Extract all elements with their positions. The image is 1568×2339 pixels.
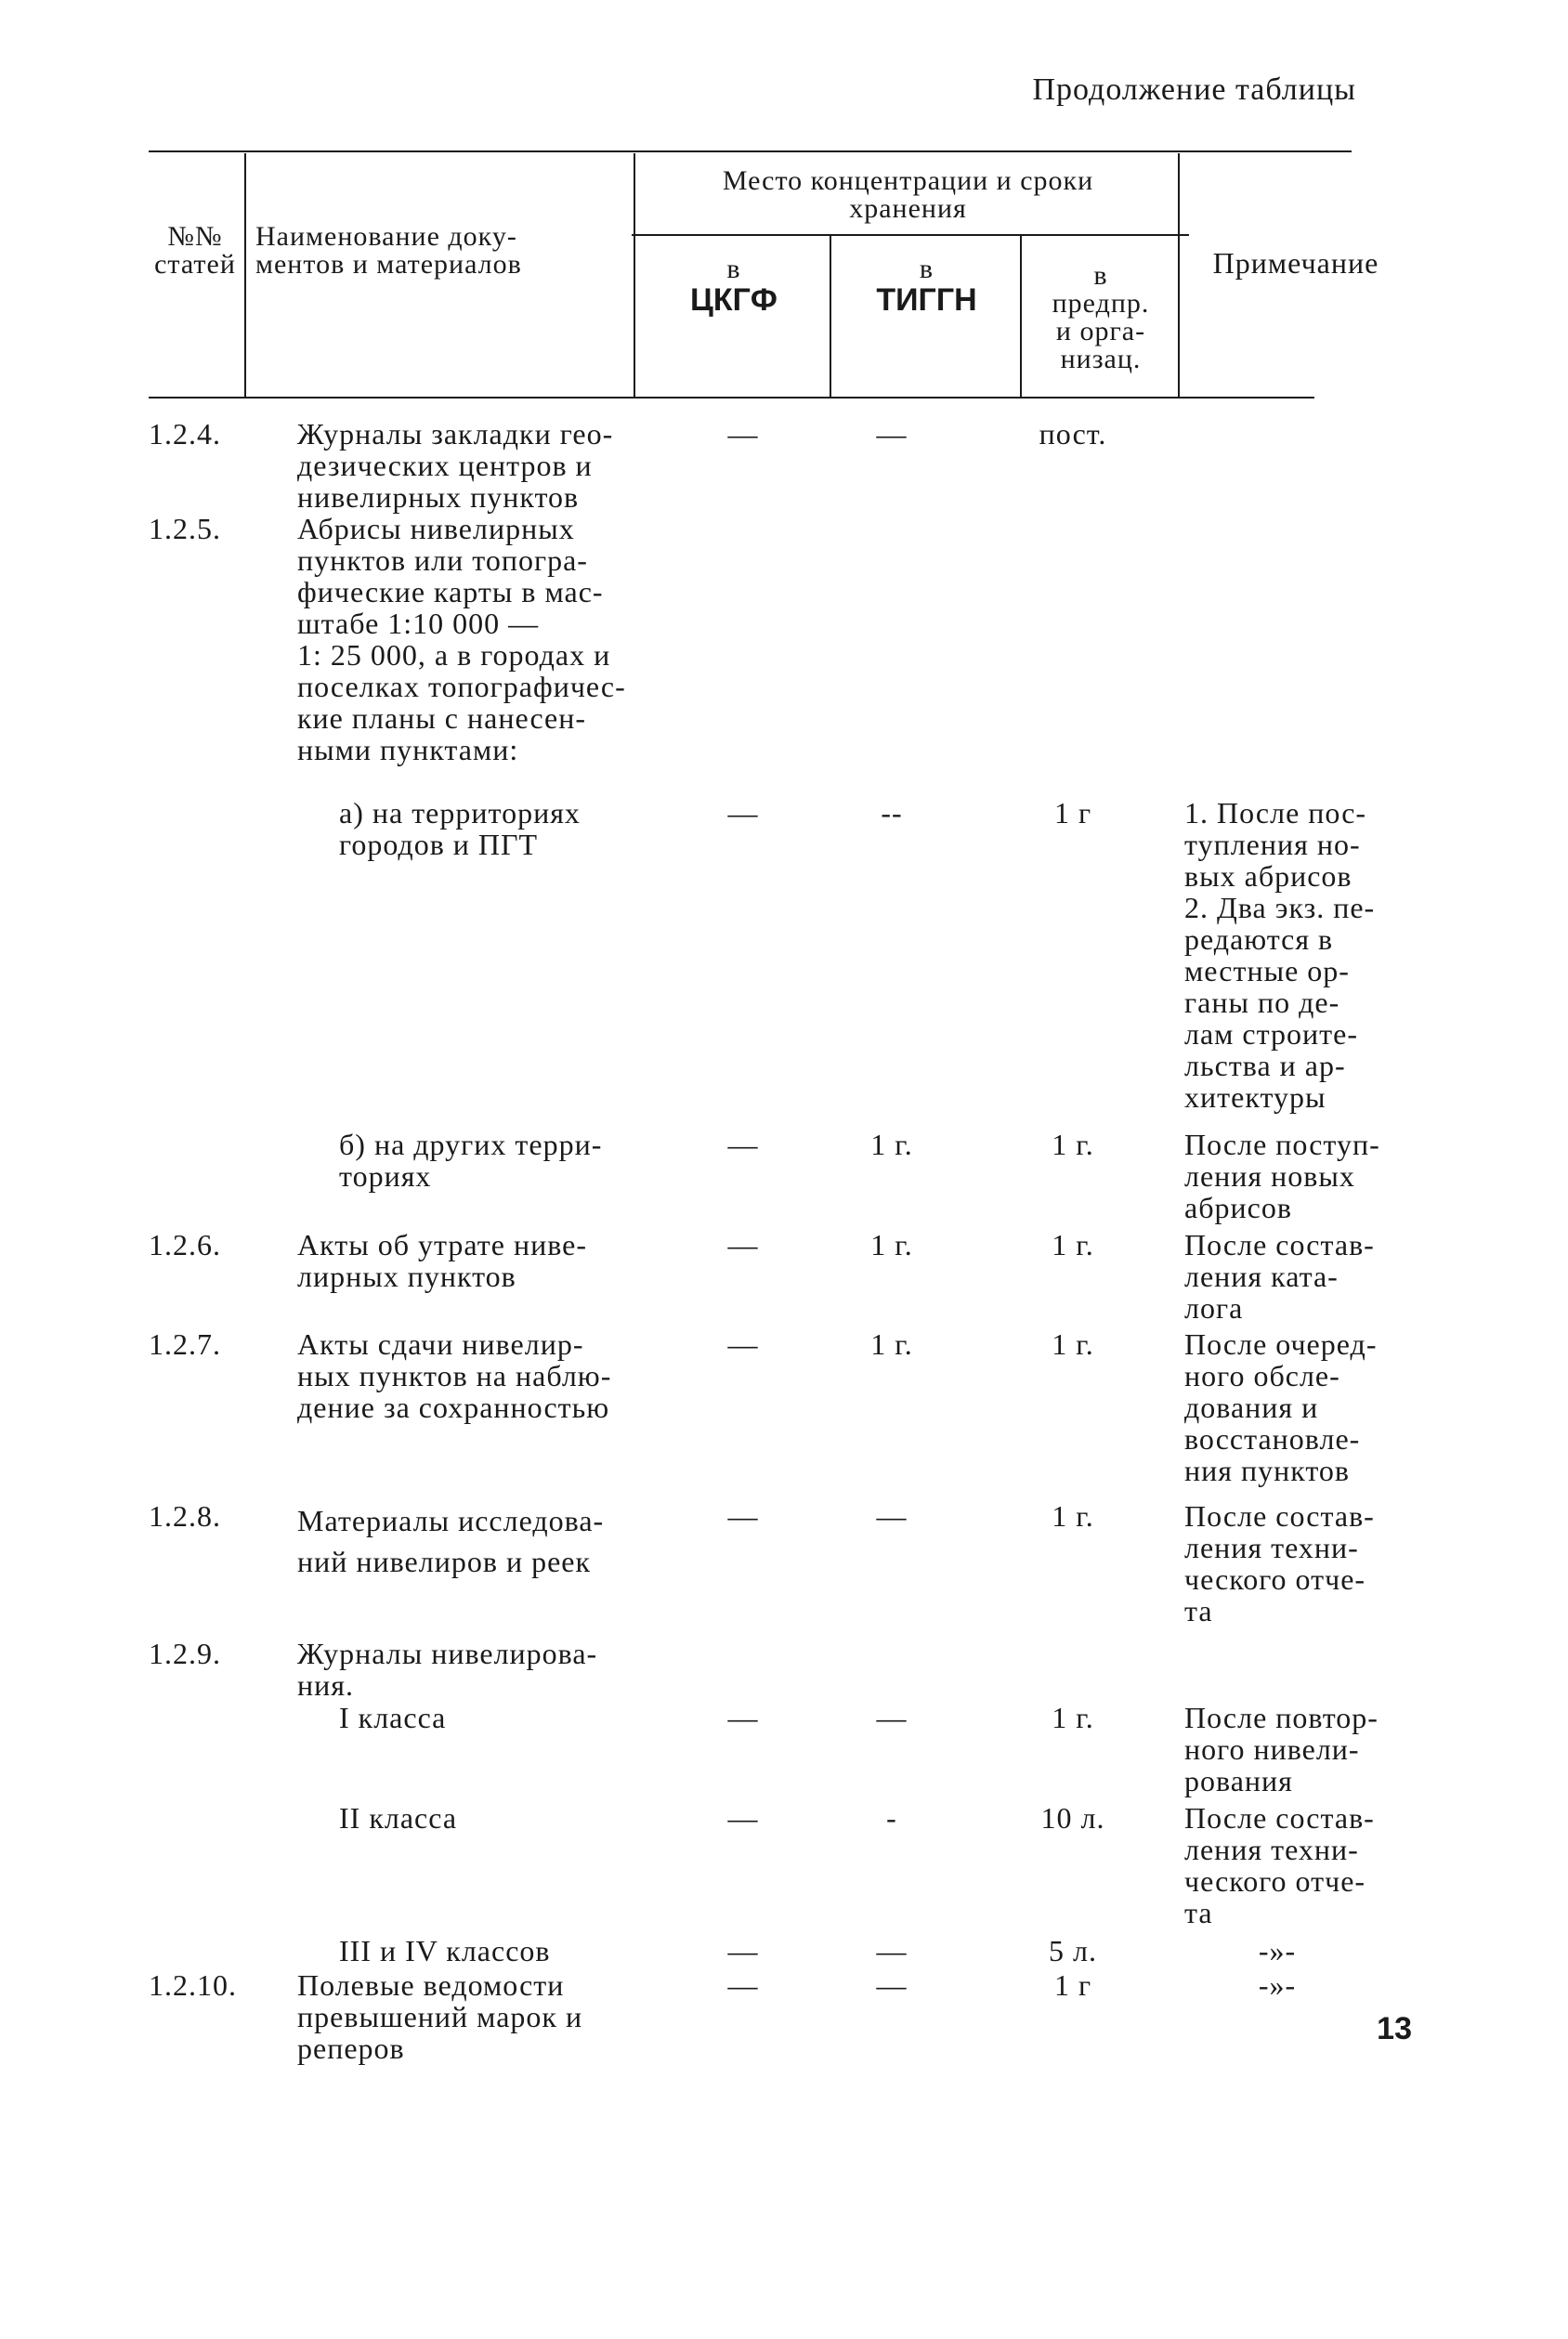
header-col-name: Наименование доку- ментов и материалов xyxy=(255,221,522,280)
row-tiggn: - xyxy=(886,1801,897,1835)
header-col-note: Примечание xyxy=(1212,246,1379,280)
row-note: -»- xyxy=(1258,1934,1297,1967)
row-tiggn: — xyxy=(876,1934,908,1967)
row-ckgf: — xyxy=(727,796,759,830)
row-name: а) на территориях городов и ПГТ xyxy=(339,796,581,861)
row-org: 1 г. xyxy=(1052,1327,1094,1361)
continuation-caption: Продолжение таблицы xyxy=(1032,72,1356,107)
row-name: б) на других терри- ториях xyxy=(339,1128,603,1193)
row-org: 1 г xyxy=(1053,1968,1092,2002)
row-ckgf: — xyxy=(727,1968,759,2002)
row-ckgf: — xyxy=(727,1228,759,1261)
header-col-ckgf: ЦКГФ xyxy=(690,282,777,318)
row-ckgf: — xyxy=(727,1934,759,1967)
row-name: Акты сдачи нивелир- ных пунктов на наблю- дение за сохранностью xyxy=(297,1327,612,1424)
header-inner-rule xyxy=(632,234,1189,236)
row-tiggn: 1 г. xyxy=(870,1228,913,1261)
header-top-rule xyxy=(149,150,1352,152)
row-ckgf: — xyxy=(727,417,759,451)
row-name: Материалы исследова- ний нивелиров и реек xyxy=(297,1504,605,1578)
header-divider xyxy=(1020,234,1022,397)
row-tiggn: — xyxy=(876,417,908,451)
header-ckgf-prefix: в xyxy=(726,254,741,284)
row-name: Журналы нивелирова- ния. xyxy=(297,1637,598,1702)
header-divider xyxy=(244,153,246,397)
row-org: 5 л. xyxy=(1049,1934,1097,1967)
header-bottom-rule xyxy=(149,397,1314,399)
row-tiggn: 1 г. xyxy=(870,1128,913,1161)
row-org: 1 г xyxy=(1053,796,1092,830)
header-divider xyxy=(634,153,635,397)
row-name: Акты об утрате ниве- лирных пунктов xyxy=(297,1228,587,1293)
row-tiggn: -- xyxy=(881,796,903,830)
header-tiggn-prefix: в xyxy=(919,254,934,284)
row-number: 1.2.5. xyxy=(149,512,221,545)
header-divider xyxy=(1178,153,1180,397)
header-col-tiggn: ТИГГН xyxy=(876,282,977,318)
header-col-num: №№ статей xyxy=(154,221,236,280)
row-ckgf: — xyxy=(727,1128,759,1161)
page-number: 13 xyxy=(1377,2011,1412,2046)
row-ckgf: — xyxy=(727,1327,759,1361)
row-note: После состав- ления техни- ческого отче- та xyxy=(1184,1499,1375,1627)
row-tiggn: 1 г. xyxy=(870,1327,913,1361)
row-tiggn: — xyxy=(876,1701,908,1734)
row-org: 10 л. xyxy=(1040,1801,1105,1835)
row-org: 1 г. xyxy=(1052,1228,1094,1261)
row-note: После повтор- ного нивели- рования xyxy=(1184,1701,1379,1797)
row-ckgf: — xyxy=(727,1801,759,1835)
row-name: I класса xyxy=(339,1701,447,1734)
row-name: III и IV классов xyxy=(339,1934,551,1967)
row-note: После очеред- ного обсле- дования и восстановле- ния пунктов xyxy=(1184,1327,1378,1487)
row-org: 1 г. xyxy=(1052,1499,1094,1533)
row-number: 1.2.6. xyxy=(149,1228,221,1261)
row-number: 1.2.8. xyxy=(149,1499,221,1533)
row-name: II класса xyxy=(339,1801,458,1835)
row-ckgf: — xyxy=(727,1701,759,1734)
row-org: 1 г. xyxy=(1052,1128,1094,1161)
row-number: 1.2.10. xyxy=(149,1968,237,2002)
row-name: Журналы закладки гео- дезических центров и нивелирных пунктов xyxy=(297,417,614,514)
row-tiggn: — xyxy=(876,1968,908,2002)
header-divider xyxy=(830,234,831,397)
row-org: пост. xyxy=(1039,417,1107,451)
row-name: Полевые ведомости превышений марок и реперов xyxy=(297,1968,583,2065)
row-number: 1.2.9. xyxy=(149,1637,221,1670)
row-note: -»- xyxy=(1258,1968,1297,2002)
row-org: 1 г. xyxy=(1052,1701,1094,1734)
row-number: 1.2.7. xyxy=(149,1327,221,1361)
row-number: 1.2.4. xyxy=(149,417,221,451)
row-name: Абрисы нивелирных пунктов или топогра- фические карты в мас- штабе 1:10 000 — 1: 25 000, а в городах и поселках топографичес- кие планы с нанесен- ными пунктами: xyxy=(297,512,626,766)
header-col-org: в предпр. и орга- низац. xyxy=(1052,260,1150,374)
row-ckgf: — xyxy=(727,1499,759,1533)
row-note: После состав- ления ката- лога xyxy=(1184,1228,1375,1325)
row-tiggn: — xyxy=(876,1499,908,1533)
row-note: 1. После пос- тупления но- вых абрисов 2. Два экз. пе- редаются в местные ор- ганы по де- лам строите- льства и ар- хитектуры xyxy=(1184,796,1376,1114)
row-note: После поступ- ления новых абрисов xyxy=(1184,1128,1380,1224)
row-note: После состав- ления техни- ческого отче- та xyxy=(1184,1801,1375,1929)
header-col-place: Место концентрации и сроки хранения xyxy=(722,165,1094,224)
